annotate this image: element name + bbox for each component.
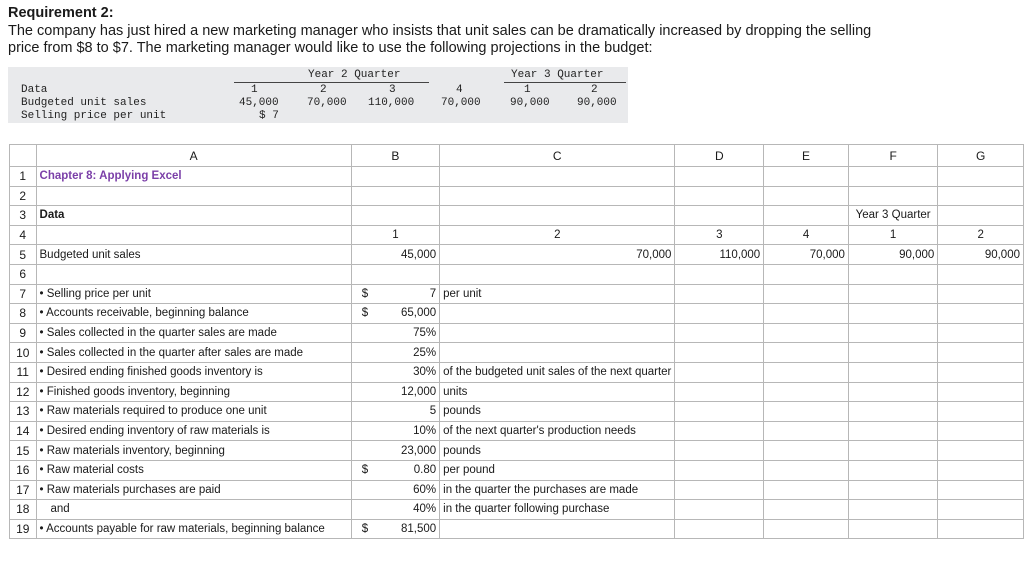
cell-A10-value: • Sales collected in the quarter after sales are made [39, 346, 304, 359]
cell-G11[interactable] [938, 362, 1024, 382]
cell-E5[interactable] [764, 245, 849, 265]
cell-G5[interactable] [938, 245, 1024, 265]
cell-D12[interactable] [675, 382, 764, 402]
requirement-line-1: The company has just hired a new marketing manager who insists that unit sales can be dramatically increased by dropping the selling [8, 23, 872, 39]
cell-C3[interactable] [440, 206, 675, 226]
row-header-14[interactable]: 14 [10, 421, 37, 441]
cell-D19[interactable] [675, 519, 764, 539]
projection-data-label: Data [21, 84, 48, 96]
sheet-row-1 [10, 167, 1024, 187]
cell-C12-value: units [443, 385, 468, 398]
cell-B6[interactable] [351, 264, 439, 284]
cell-C5[interactable] [440, 245, 675, 265]
cell-C19[interactable] [440, 519, 675, 539]
projection-quarter-6: 2 [591, 84, 598, 96]
row-header-2[interactable]: 2 [10, 186, 37, 206]
cell-C10[interactable] [440, 343, 675, 363]
cell-F10[interactable] [848, 343, 937, 363]
cell-B13-value: 5 [429, 405, 437, 418]
cell-D4-value: 3 [716, 229, 723, 242]
cell-B7-value: 7 [429, 287, 437, 300]
cell-F6[interactable] [848, 264, 937, 284]
cell-F5[interactable] [848, 245, 937, 265]
cell-B11-value: 30% [413, 366, 437, 379]
sheet-row-5 [10, 245, 1024, 265]
row-header-17[interactable]: 17 [10, 480, 37, 500]
cell-E3[interactable] [764, 206, 849, 226]
column-header-a[interactable]: A [36, 145, 351, 167]
cell-E6[interactable] [764, 264, 849, 284]
projection-unit-sales-1: 45,000 [239, 97, 279, 109]
projection-unit-sales-4: 70,000 [441, 97, 481, 109]
cell-A19[interactable] [36, 519, 351, 539]
sheet-row-14 [10, 421, 1024, 441]
cell-A10[interactable] [36, 343, 351, 363]
cell-G17[interactable] [938, 480, 1024, 500]
sheet-row-12 [10, 382, 1024, 402]
cell-F13[interactable] [848, 402, 937, 422]
sheet-body [10, 167, 1024, 539]
sheet-row-16 [10, 460, 1024, 480]
cell-B5[interactable] [351, 245, 439, 265]
spreadsheet [9, 144, 1024, 539]
row-header-1[interactable]: 1 [10, 167, 37, 187]
cell-E8[interactable] [764, 304, 849, 324]
cell-F7[interactable] [848, 284, 937, 304]
cell-A7-value: • Selling price per unit [39, 287, 151, 300]
cell-B9-value: 75% [413, 327, 437, 340]
cell-B9[interactable] [351, 323, 439, 343]
cell-F8[interactable] [848, 304, 937, 324]
cell-D13[interactable] [675, 402, 764, 422]
column-header-d[interactable]: D [675, 145, 764, 167]
sheet-row-7 [10, 284, 1024, 304]
cell-C4[interactable] [440, 225, 675, 245]
cell-A16[interactable] [36, 460, 351, 480]
cell-G8[interactable] [938, 304, 1024, 324]
sheet-row-3 [10, 206, 1024, 226]
cell-A12[interactable] [36, 382, 351, 402]
sheet-row-2 [10, 186, 1024, 206]
requirement-paragraph [8, 23, 1008, 57]
cell-G12[interactable] [938, 382, 1024, 402]
cell-F4-value: 1 [889, 229, 897, 242]
cell-C13-value: pounds [443, 405, 481, 418]
cell-C11[interactable] [440, 362, 675, 382]
row-header-8[interactable]: 8 [10, 304, 37, 324]
cell-F4[interactable] [848, 225, 937, 245]
row-header-11[interactable]: 11 [10, 362, 37, 382]
cell-D4[interactable] [675, 225, 764, 245]
sheet-row-10 [10, 343, 1024, 363]
cell-C9[interactable] [440, 323, 675, 343]
cell-A19-value: • Accounts payable for raw materials, beginning balance [39, 522, 325, 535]
cell-A4[interactable] [36, 225, 351, 245]
projection-quarter-1: 1 [251, 84, 258, 96]
cell-A12-value: • Finished goods inventory, beginning [39, 385, 231, 398]
year3-header-underline [504, 82, 626, 83]
cell-C11-value: of the budgeted unit sales of the next quarter [443, 366, 672, 379]
cell-A3[interactable] [36, 206, 351, 226]
cell-C15-value: pounds [443, 444, 481, 457]
row-header-4[interactable]: 4 [10, 225, 37, 245]
cell-E15[interactable] [764, 441, 849, 461]
row-header-13[interactable]: 13 [10, 402, 37, 422]
projection-quarter-3: 3 [389, 84, 396, 96]
cell-A16-value: • Raw material costs [39, 464, 144, 477]
cell-F11[interactable] [848, 362, 937, 382]
cell-A7[interactable] [36, 284, 351, 304]
cell-B15[interactable] [351, 441, 439, 461]
projection-price-value: $ 7 [259, 110, 279, 122]
cell-F12[interactable] [848, 382, 937, 402]
cell-D11[interactable] [675, 362, 764, 382]
cell-A3-value: Data [39, 209, 65, 222]
column-header-e[interactable]: E [764, 145, 849, 167]
cell-D15[interactable] [675, 441, 764, 461]
projection-unit-sales-2: 70,000 [307, 97, 347, 109]
cell-E13[interactable] [764, 402, 849, 422]
projection-unit-sales-5: 90,000 [510, 97, 550, 109]
cell-B5-value: 45,000 [400, 248, 437, 261]
cell-A15-value: • Raw materials inventory, beginning [39, 444, 225, 457]
cell-D8[interactable] [675, 304, 764, 324]
sheet-row-19 [10, 519, 1024, 539]
cell-E4-value: 4 [802, 229, 810, 242]
cell-B8-currency: $ [361, 307, 369, 320]
cell-F16[interactable] [848, 460, 937, 480]
cell-E2[interactable] [764, 186, 849, 206]
projection-quarter-5: 1 [524, 84, 531, 96]
cell-C7-value: per unit [443, 287, 482, 300]
cell-B19-currency: $ [361, 522, 369, 535]
cell-C14-value: of the next quarter's production needs [443, 425, 636, 438]
cell-B3[interactable] [351, 206, 439, 226]
projection-unit-sales-6: 90,000 [577, 97, 617, 109]
cell-A11[interactable] [36, 362, 351, 382]
cell-B11[interactable] [351, 362, 439, 382]
projection-quarter-4: 4 [456, 84, 463, 96]
row-header-19[interactable]: 19 [10, 519, 37, 539]
cell-F19[interactable] [848, 519, 937, 539]
year2-header-underline [234, 82, 429, 83]
cell-A18[interactable] [36, 500, 351, 520]
projection-box [8, 67, 628, 123]
cell-F2[interactable] [848, 186, 937, 206]
cell-E7[interactable] [764, 284, 849, 304]
cell-B12[interactable] [351, 382, 439, 402]
cell-B16[interactable] [351, 460, 439, 480]
row-header-15[interactable]: 15 [10, 441, 37, 461]
cell-A13[interactable] [36, 402, 351, 422]
cell-B7-currency: $ [361, 287, 369, 300]
cell-E16[interactable] [764, 460, 849, 480]
cell-C7[interactable] [440, 284, 675, 304]
cell-G6[interactable] [938, 264, 1024, 284]
cell-D9[interactable] [675, 323, 764, 343]
cell-D5-value: 110,000 [719, 248, 761, 261]
cell-E11[interactable] [764, 362, 849, 382]
row-header-9[interactable]: 9 [10, 323, 37, 343]
projection-unit-sales-3: 110,000 [368, 97, 415, 109]
column-header-f[interactable]: F [848, 145, 937, 167]
column-header-c[interactable]: C [440, 145, 675, 167]
cell-C17-value: in the quarter the purchases are made [443, 483, 639, 496]
sheet-row-9 [10, 323, 1024, 343]
cell-D16[interactable] [675, 460, 764, 480]
sheet-row-4 [10, 225, 1024, 245]
cell-A8-value: • Accounts receivable, beginning balance [39, 307, 249, 320]
cell-A6[interactable] [36, 264, 351, 284]
cell-E5-value: 70,000 [809, 248, 845, 261]
cell-B18-value: 40% [413, 503, 437, 516]
cell-C12[interactable] [440, 382, 675, 402]
cell-B14-value: 10% [413, 425, 437, 438]
cell-F14[interactable] [848, 421, 937, 441]
cell-D3[interactable] [675, 206, 764, 226]
requirement-line-2: price from $8 to $7. The marketing manager would like to use the following projections in the budget: [8, 40, 653, 56]
cell-B18[interactable] [351, 500, 439, 520]
cell-B8-value: 65,000 [400, 307, 437, 320]
cell-C16-value: per pound [443, 464, 495, 477]
cell-G1[interactable] [938, 167, 1024, 187]
cell-E14[interactable] [764, 421, 849, 441]
cell-B1[interactable] [351, 167, 439, 187]
cell-D6[interactable] [675, 264, 764, 284]
sheet-row-6 [10, 264, 1024, 284]
cell-E4[interactable] [764, 225, 849, 245]
cell-D5[interactable] [675, 245, 764, 265]
cell-C16[interactable] [440, 460, 675, 480]
cell-F5-value: 90,000 [899, 248, 935, 261]
cell-B14[interactable] [351, 421, 439, 441]
cell-D17[interactable] [675, 480, 764, 500]
cell-E18[interactable] [764, 500, 849, 520]
cell-A17[interactable] [36, 480, 351, 500]
row-header-16[interactable]: 16 [10, 460, 37, 480]
cell-C5-value: 70,000 [636, 248, 672, 261]
cell-D10[interactable] [675, 343, 764, 363]
cell-G15[interactable] [938, 441, 1024, 461]
cell-B2[interactable] [351, 186, 439, 206]
cell-E10[interactable] [764, 343, 849, 363]
row-header-5[interactable]: 5 [10, 245, 37, 265]
cell-G7[interactable] [938, 284, 1024, 304]
sheet-row-13 [10, 402, 1024, 422]
cell-C18-value: in the quarter following purchase [443, 503, 610, 516]
cell-F9[interactable] [848, 323, 937, 343]
year3-quarter-header: Year 3 Quarter [511, 69, 604, 81]
row-header-12[interactable]: 12 [10, 382, 37, 402]
cell-B16-value: 0.80 [413, 464, 437, 477]
requirement-title: Requirement 2: [8, 5, 114, 21]
cell-B12-value: 12,000 [400, 385, 437, 398]
corner-cell[interactable] [10, 145, 37, 167]
row-header-7[interactable]: 7 [10, 284, 37, 304]
cell-C14[interactable] [440, 421, 675, 441]
cell-F15[interactable] [848, 441, 937, 461]
cell-B13[interactable] [351, 402, 439, 422]
projection-unit-sales-label: Budgeted unit sales [21, 97, 147, 109]
cell-A15[interactable] [36, 441, 351, 461]
column-header-b[interactable]: B [351, 145, 439, 167]
sheet-row-18 [10, 500, 1024, 520]
cell-C2[interactable] [440, 186, 675, 206]
year2-quarter-header: Year 2 Quarter [308, 69, 401, 81]
cell-G13[interactable] [938, 402, 1024, 422]
cell-A18-value: and [50, 503, 70, 516]
cell-F17[interactable] [848, 480, 937, 500]
cell-B10[interactable] [351, 343, 439, 363]
cell-A14[interactable] [36, 421, 351, 441]
cell-C13[interactable] [440, 402, 675, 422]
cell-C6[interactable] [440, 264, 675, 284]
row-header-10[interactable]: 10 [10, 343, 37, 363]
row-header-3[interactable]: 3 [10, 206, 37, 226]
cell-G18[interactable] [938, 500, 1024, 520]
cell-E19[interactable] [764, 519, 849, 539]
cell-E17[interactable] [764, 480, 849, 500]
cell-A1-value: Chapter 8: Applying Excel [39, 170, 182, 183]
cell-B19-value: 81,500 [400, 522, 437, 535]
cell-B17[interactable] [351, 480, 439, 500]
cell-G3[interactable] [938, 206, 1024, 226]
cell-A2[interactable] [36, 186, 351, 206]
cell-A5-value: Budgeted unit sales [39, 248, 141, 261]
sheet-row-11 [10, 362, 1024, 382]
cell-B7[interactable] [351, 284, 439, 304]
cell-D2[interactable] [675, 186, 764, 206]
cell-C17[interactable] [440, 480, 675, 500]
cell-A17-value: • Raw materials purchases are paid [39, 483, 221, 496]
requirement-section [8, 4, 1008, 57]
cell-B10-value: 25% [413, 346, 437, 359]
cell-B4-value: 1 [392, 229, 399, 242]
sheet-row-15 [10, 441, 1024, 461]
cell-A9-value: • Sales collected in the quarter sales are made [39, 327, 277, 340]
projection-price-label: Selling price per unit [21, 110, 167, 122]
cell-G14[interactable] [938, 421, 1024, 441]
cell-A9[interactable] [36, 323, 351, 343]
cell-B8[interactable] [351, 304, 439, 324]
cell-C4-value: 2 [554, 229, 561, 242]
cell-D1[interactable] [675, 167, 764, 187]
cell-A1[interactable] [36, 167, 351, 187]
cell-C15[interactable] [440, 441, 675, 461]
sheet-row-8 [10, 304, 1024, 324]
cell-A5[interactable] [36, 245, 351, 265]
row-header-18[interactable]: 18 [10, 500, 37, 520]
cell-B4[interactable] [351, 225, 439, 245]
cell-C1[interactable] [440, 167, 675, 187]
cell-G19[interactable] [938, 519, 1024, 539]
cell-D7[interactable] [675, 284, 764, 304]
cell-G4[interactable] [938, 225, 1024, 245]
cell-G4-value: 2 [977, 229, 984, 242]
projection-quarter-2: 2 [320, 84, 327, 96]
cell-E9[interactable] [764, 323, 849, 343]
cell-G5-value: 90,000 [984, 248, 1020, 261]
cell-G2[interactable] [938, 186, 1024, 206]
column-header-row [10, 145, 1024, 167]
cell-F18[interactable] [848, 500, 937, 520]
row-header-6[interactable]: 6 [10, 264, 37, 284]
cell-F3[interactable] [848, 206, 937, 226]
cell-G10[interactable] [938, 343, 1024, 363]
sheet-row-17 [10, 480, 1024, 500]
cell-C18[interactable] [440, 500, 675, 520]
cell-E12[interactable] [764, 382, 849, 402]
cell-E1[interactable] [764, 167, 849, 187]
cell-D14[interactable] [675, 421, 764, 441]
cell-F3-value: Year 3 Quarter [855, 209, 931, 222]
cell-C8[interactable] [440, 304, 675, 324]
column-header-g[interactable]: G [938, 145, 1024, 167]
cell-B15-value: 23,000 [400, 444, 437, 457]
cell-A8[interactable] [36, 304, 351, 324]
cell-B16-currency: $ [361, 464, 369, 477]
cell-D18[interactable] [675, 500, 764, 520]
cell-G9[interactable] [938, 323, 1024, 343]
cell-B19[interactable] [351, 519, 439, 539]
cell-G16[interactable] [938, 460, 1024, 480]
cell-A13-value: • Raw materials required to produce one unit [39, 405, 267, 418]
cell-A11-value: • Desired ending finished goods inventory is [39, 366, 263, 379]
cell-F1[interactable] [848, 167, 937, 187]
cell-A14-value: • Desired ending inventory of raw materials is [39, 425, 270, 438]
cell-B17-value: 60% [413, 483, 437, 496]
